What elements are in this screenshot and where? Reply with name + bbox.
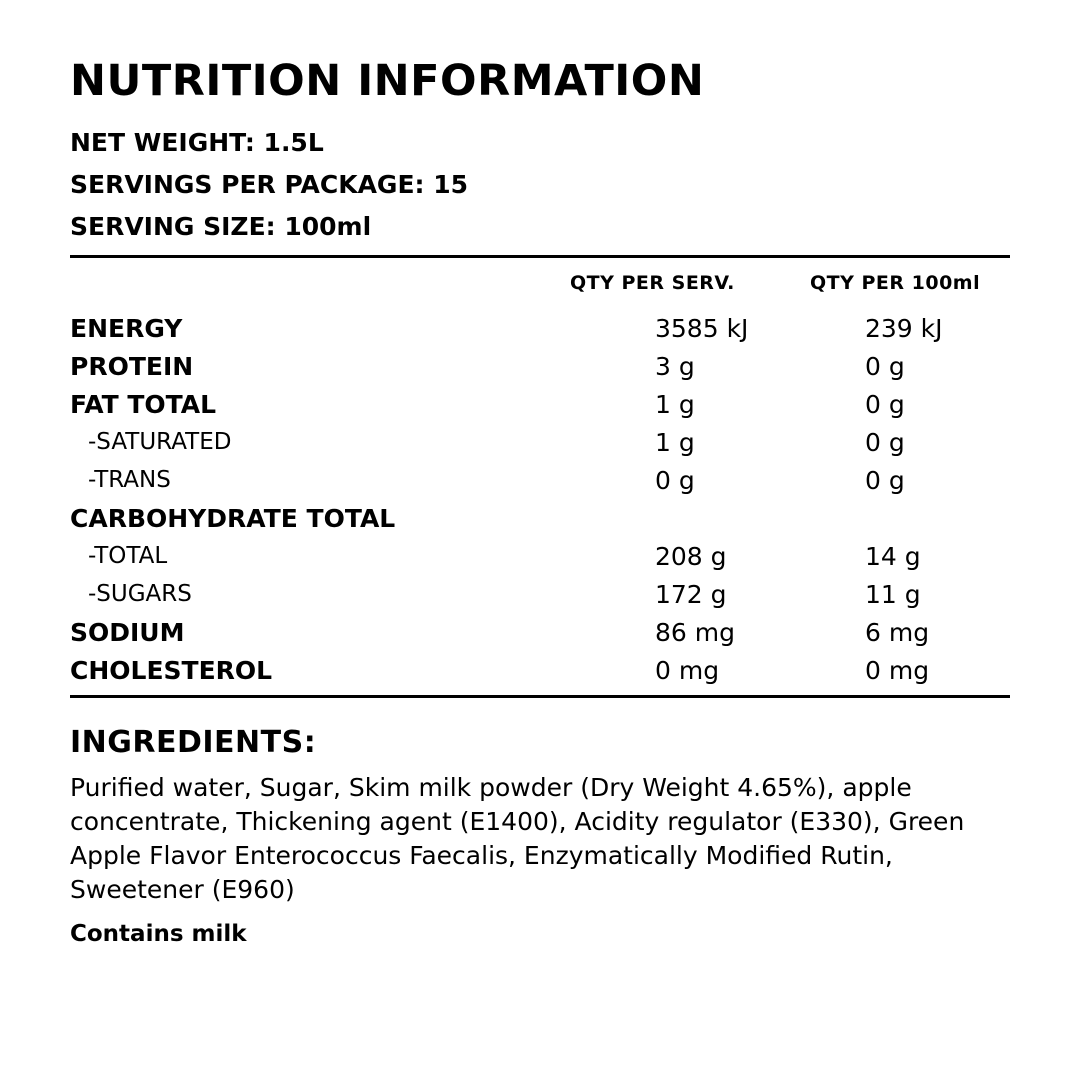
qty-per-serving: 172 g	[655, 580, 727, 609]
allergen-statement: Contains milk	[70, 921, 247, 947]
ingredients-heading: INGREDIENTS:	[70, 725, 317, 760]
table-row	[70, 656, 1010, 694]
qty-per-100ml: 0 g	[865, 466, 905, 495]
qty-per-serving: 3 g	[655, 352, 695, 381]
nutrient-sublabel: -SUGARS	[88, 581, 192, 607]
table-row	[70, 580, 1010, 618]
nutrient-label: ENERGY	[70, 314, 183, 343]
nutrient-sublabel: -TRANS	[88, 467, 171, 493]
nutrient-label: CARBOHYDRATE TOTAL	[70, 504, 396, 533]
servings-per-package: SERVINGS PER PACKAGE: 15	[70, 170, 469, 199]
nutrient-label: SODIUM	[70, 618, 185, 647]
table-row	[70, 314, 1010, 352]
nutrient-sublabel: -SATURATED	[88, 429, 232, 455]
qty-per-100ml: 0 g	[865, 428, 905, 457]
qty-per-serving: 86 mg	[655, 618, 735, 647]
table-row	[70, 390, 1010, 428]
table-row	[70, 542, 1010, 580]
table-row	[70, 428, 1010, 466]
nutrient-label: PROTEIN	[70, 352, 194, 381]
table-row	[70, 618, 1010, 656]
qty-per-serving: 0 mg	[655, 656, 720, 685]
ingredients-text: Purified water, Sugar, Skim milk powder (Dry Weight 4.65%), apple concentrate, Thickening agent (E1400), Acidity regulator (E330), Green Apple Flavor Enterococcus Faecalis, Enzymatically Modified Rutin, Sweetener (E960)	[70, 773, 965, 904]
qty-per-100ml: 239 kJ	[865, 314, 943, 343]
table-row	[70, 466, 1010, 504]
serving-size: SERVING SIZE: 100ml	[70, 212, 372, 241]
nutrient-label: FAT TOTAL	[70, 390, 217, 419]
qty-per-serving: 0 g	[655, 466, 695, 495]
column-header-per-serving: QTY PER SERV.	[570, 272, 735, 294]
qty-per-serving: 1 g	[655, 390, 695, 419]
qty-per-serving: 1 g	[655, 428, 695, 457]
nutrient-sublabel: -TOTAL	[88, 543, 168, 569]
table-top-divider	[70, 255, 1010, 258]
table-row	[70, 352, 1010, 390]
net-weight: NET WEIGHT: 1.5L	[70, 128, 324, 157]
qty-per-100ml: 0 g	[865, 352, 905, 381]
qty-per-100ml: 11 g	[865, 580, 921, 609]
qty-per-100ml: 0 mg	[865, 656, 930, 685]
nutrient-label: CHOLESTEROL	[70, 656, 273, 685]
qty-per-100ml: 14 g	[865, 542, 921, 571]
table-bottom-divider	[70, 695, 1010, 698]
table-row	[70, 504, 1010, 542]
qty-per-100ml: 0 g	[865, 390, 905, 419]
qty-per-serving: 208 g	[655, 542, 727, 571]
qty-per-serving: 3585 kJ	[655, 314, 749, 343]
column-header-per-100ml: QTY PER 100ml	[810, 272, 981, 294]
page-title: NUTRITION INFORMATION	[70, 56, 705, 106]
qty-per-100ml: 6 mg	[865, 618, 930, 647]
